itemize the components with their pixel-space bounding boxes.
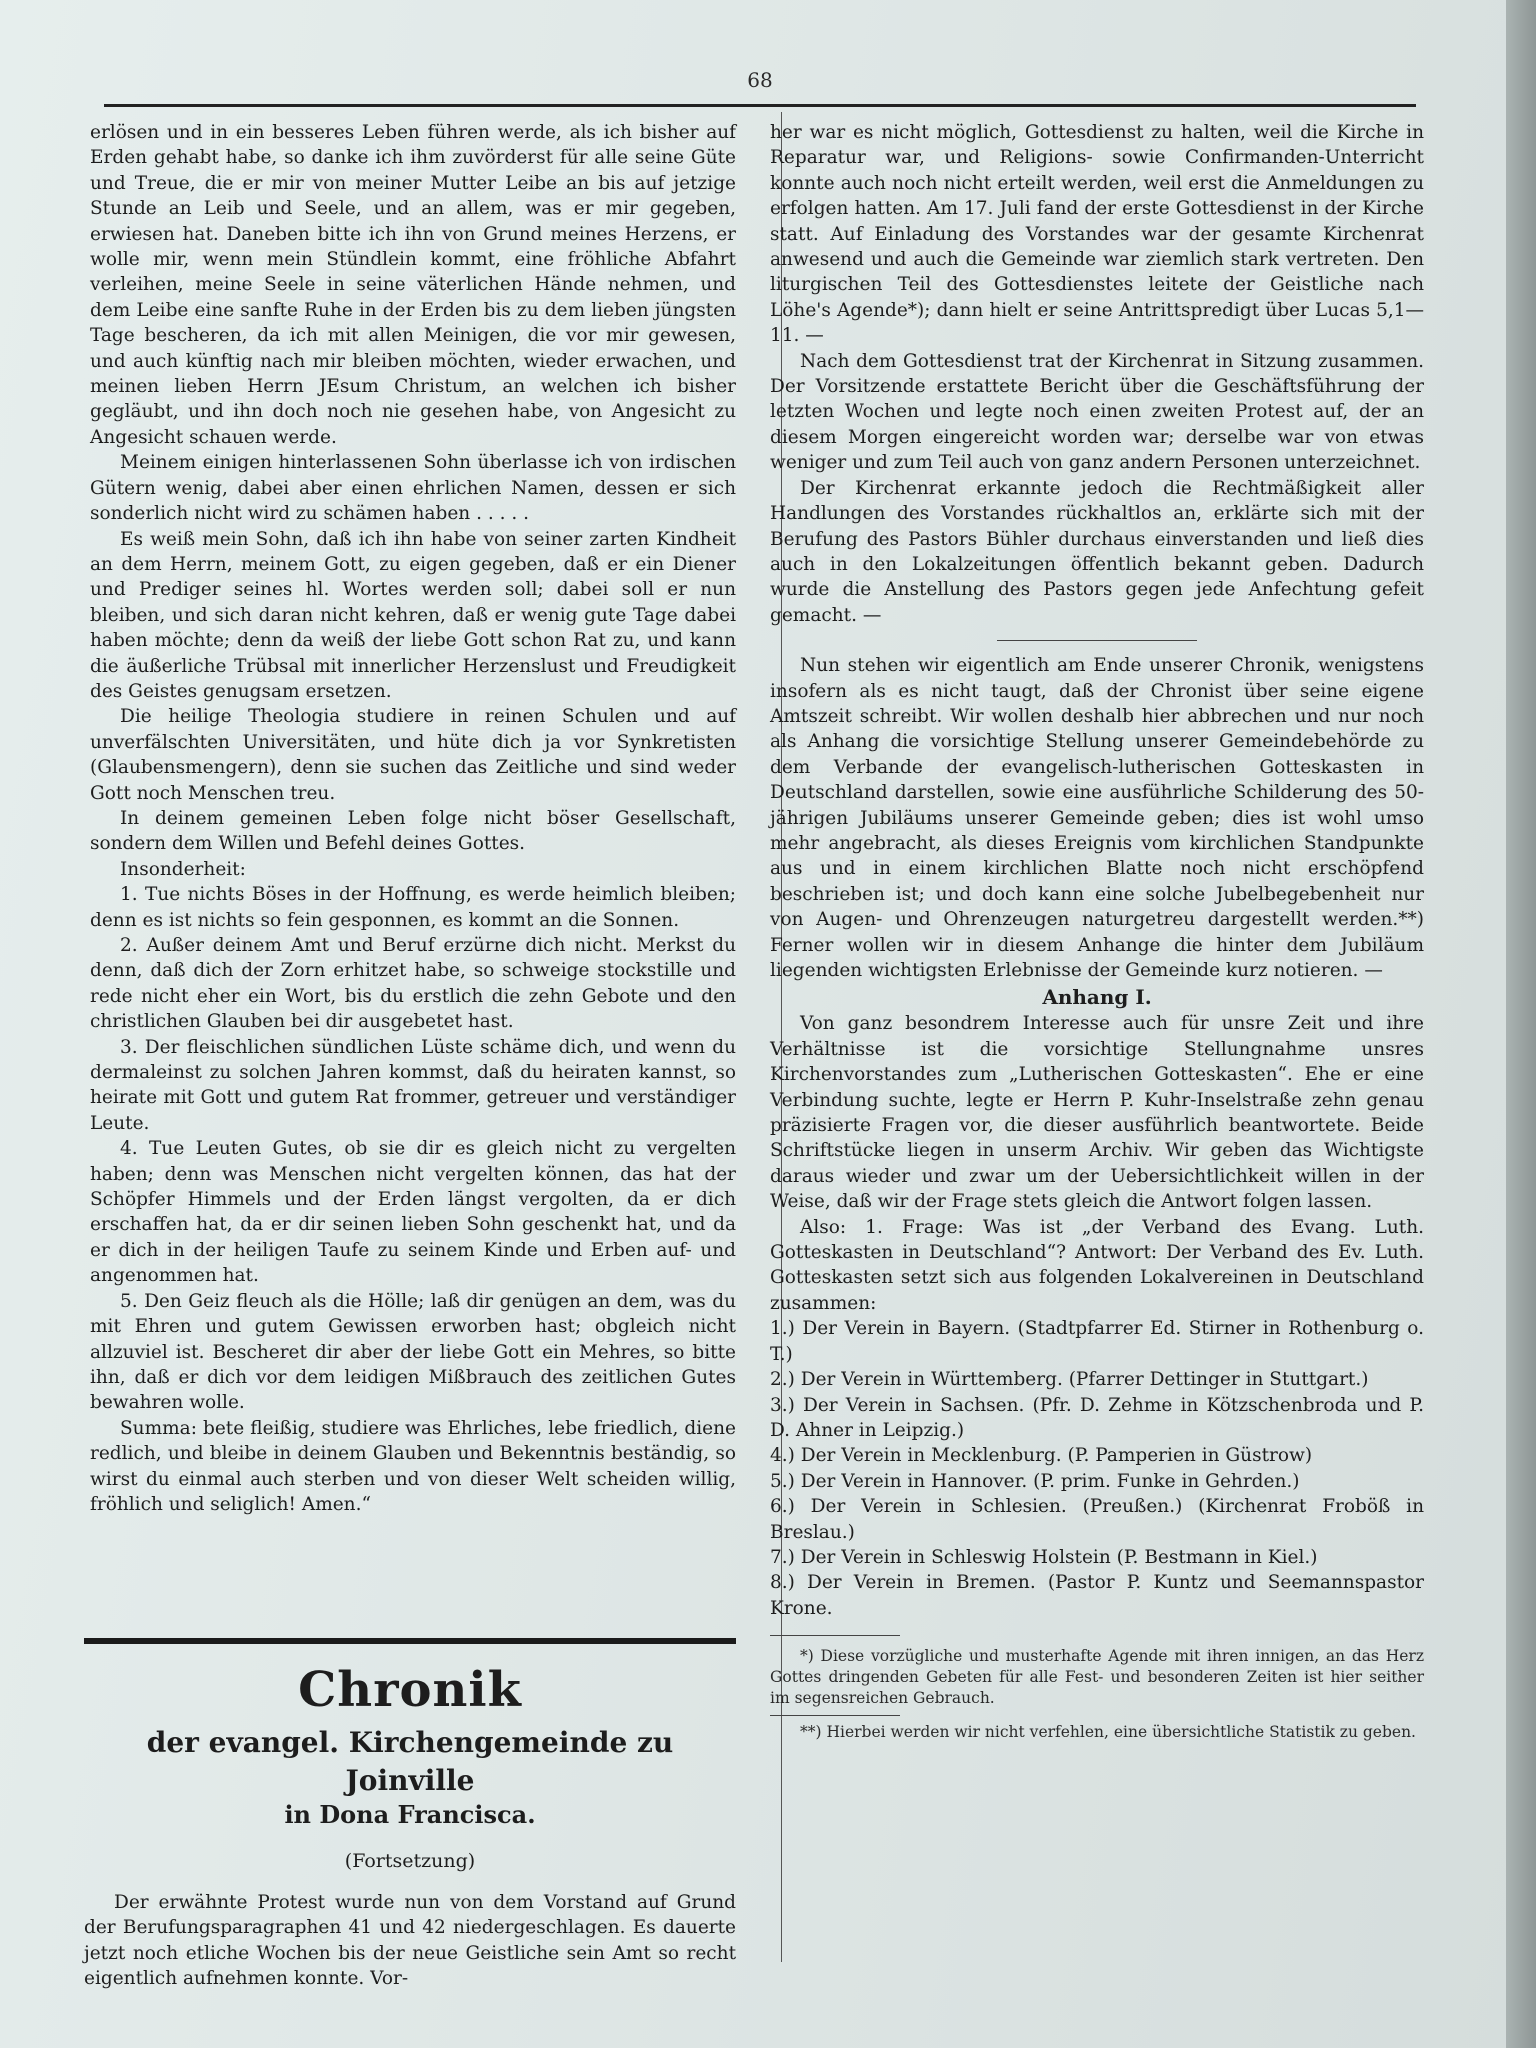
paragraph: 2. Außer deinem Amt und Beruf erzürne dich nicht. Merkst du denn, daß dich der Zorn erhitzet habe, so schweige stockstille und rede nicht eher ein Wort, bis du erstlich die zehn Gebote und den christlichen Glauben bei dir ausgebetet hast.: [90, 935, 736, 1033]
paragraph: erlösen und in ein besseres Leben führen werde, als ich bisher auf Erden gehabt habe, so danke ich ihm zuvörderst für alle seine Güte und Treue, die er mir von meiner Mutter Leibe an bis auf jetzige Stunde an Leib und Seele, und an allem, was er mir gegeben, erwiesen hat. Daneben bitte ich ihn von Grund meines Herzens, er wolle mir, wenn mein Stündlein kommt, eine fröhliche Abfahrt verleihen, meine Seele in seine väterlichen Hände nehmen, und dem Leibe eine sanfte Ruhe in der Erden bis zu dem lieben jüngsten Tage bescheren, da ich mit allen Meinigen, die vor mir gewesen, und auch künftig nach mir bleiben möchten, wieder erwachen, und meinen lieben Herrn JEsum Christum, an welchen ich bisher gegläubt, und ihn doch noch nie gesehen habe, von Angesicht zu Angesicht schauen werde.: [90, 122, 736, 448]
paragraph: Die heilige Theologia studiere in reinen Schulen und auf unverfälschten Universitäten, und hüte dich ja vor Synkretisten (Glaubensmengern), denn sie suchen das Zeitliche und sind weder Gott noch Menschen treu.: [90, 706, 736, 804]
paragraph: Nach dem Gottesdienst trat der Kirchenrat in Sitzung zusammen. Der Vorsitzende erstattete Bericht über die Geschäftsführung der letzten Wochen und legte noch einen zweiten Protest auf, der an diesem Morgen eingereicht worden war; derselbe war von etwas weniger und zum Teil auch von ganz andern Personen unterzeichnet.: [770, 350, 1424, 474]
paragraph: 3. Der fleischlichen sündlichen Lüste schäme dich, und wenn du dermaleinst zu solchen Jahren kommst, daß du heiraten kannst, so heirate mit Gott und gutem Rat frommer, getreuer und verständiger Leute.: [90, 1036, 736, 1134]
list-item: 7.) Der Verein in Schleswig Holstein (P. Bestmann in Kiel.): [770, 1546, 1318, 1568]
footnote: **) Hierbei werden wir nicht verfehlen, eine übersichtliche Statistik zu geben.: [800, 1723, 1416, 1742]
page-number: 68: [747, 68, 773, 92]
list-item: 4.) Der Verein in Mecklenburg. (P. Pamperien in Güstrow): [770, 1445, 1313, 1467]
list-item: 3.) Der Verein in Sachsen. (Pfr. D. Zehme in Kötzschenbroda und P. D. Ahner in Leipzig.): [770, 1394, 1424, 1441]
paragraph: 1. Tue nichts Böses in der Hoffnung, es werde heimlich bleiben; denn es ist nichts so fein gesponnen, es kommt an die Sonnen.: [90, 884, 736, 931]
chronik-title: Chronik: [298, 1662, 522, 1718]
chronik-subtitle-place: in Dona Francisca.: [284, 1800, 536, 1829]
paragraph: Summa: bete fleißig, studiere was Ehrliches, lebe friedlich, diene redlich, und bleibe in deinem Glauben und Bekenntnis beständig, so wirst du einmal auch sterben und von dieser Welt scheiden willig, fröhlich und seliglich! Amen.“: [90, 1417, 736, 1515]
chronik-subtitle: der evangel. Kirchengemeinde zu Joinville: [146, 1726, 674, 1797]
paragraph: 4. Tue Leuten Gutes, ob sie dir es gleich nicht zu vergelten haben; denn was Menschen nicht vergelten können, das hat der Schöpfer Himmels und der Erden längst vergolten, da er dich erschaffen hat, da er dir seinen lieben Sohn geschenkt hat, und da er dich in der heiligen Taufe zu seinem Kinde und Erben auf- und angenommen hat.: [90, 1138, 736, 1287]
list-item: 2.) Der Verein in Württemberg. (Pfarrer Dettinger in Stuttgart.): [770, 1369, 1369, 1391]
verein-list: [770, 1316, 1424, 1621]
separator-rule: [997, 640, 1197, 641]
left-column: [90, 120, 736, 1517]
paragraph: Der erwähnte Protest wurde nun von dem Vorstand auf Grund der Berufungsparagraphen 41 und 42 niedergeschlagen. Es dauerte jetzt noch etliche Wochen bis der neue Geistliche sein Amt so recht eigentlich aufnehmen konnte. Vor-: [84, 1892, 736, 1990]
section-rule: [84, 1638, 736, 1644]
paragraph: Der Kirchenrat erkannte jedoch die Rechtmäßigkeit aller Handlungen des Vorstandes rückhaltlos an, erklärte sich mit der Berufung des Pastors Bühler durchaus einverstanden und ließ dies auch in den Lokalzeitungen öffentlich bekannt geben. Dadurch wurde die Anstellung des Pastors gegen jede Anfechtung gefeit gemacht. —: [770, 477, 1424, 626]
chronik-body: [84, 1890, 736, 1992]
paragraph: In deinem gemeinen Leben folge nicht böser Gesellschaft, sondern dem Willen und Befehl deines Gottes.: [90, 807, 736, 855]
paragraph: Meinem einigen hinterlassenen Sohn überlasse ich von irdischen Gütern wenig, dabei aber einen ehrlichen Namen, dessen er sich sonderlich nicht wird zu schämen haben . . . . .: [90, 452, 736, 525]
continuation-label: (Fortsetzung): [344, 1850, 476, 1872]
paragraph: Also: 1. Frage: Was ist „der Verband des Evang. Luth. Gotteskasten in Deutschland“? Antwort: Der Verband des Ev. Luth. Gotteskasten setzt sich aus folgenden Lokalvereinen in Deutschland zusammen:: [770, 1216, 1424, 1314]
paragraph: her war es nicht möglich, Gottesdienst zu halten, weil die Kirche in Reparatur war, und Religions- sowie Confirmanden-Unterricht konnte auch noch nicht erteilt werden, weil erst die Anmeldungen zu erfolgen hatten. Am 17. Juli fand der erste Gottesdienst in der Kirche statt. Auf Einladung des Vorstandes war der gesamte Kirchenrat anwesend und auch die Gemeinde war ziemlich stark vertreten. Den liturgischen Teil des Gottesdienstes leitete der Geistliche nach Löhe's Agende*); dann hielt er seine Antrittspredigt über Lucas 5,1—11. —: [770, 122, 1424, 347]
footnotes: [770, 1646, 1424, 1743]
header-rule: [104, 104, 1416, 107]
right-column: [770, 120, 1424, 1743]
paragraph: 5. Den Geiz fleuch als die Hölle; laß dir genügen an dem, was du mit Ehren und gutem Gewissen erworben hast; obgleich nicht allzuviel ist. Bescheret dir aber der liebe Gott ein Mehres, so bitte ihn, daß er dich vor dem leidigen Mißbrauch des zeitlichen Gutes bewahren wolle.: [90, 1290, 736, 1414]
list-item: 1.) Der Verein in Bayern. (Stadtpfarrer Ed. Stirner in Rothenburg o. T.): [770, 1318, 1424, 1365]
list-item: 6.) Der Verein in Schlesien. (Preußen.) (Kirchenrat Froböß in Breslau.): [770, 1496, 1424, 1543]
footnote-rule: [770, 1635, 900, 1636]
paragraph: Insonderheit:: [120, 858, 246, 880]
footnote: *) Diese vorzügliche und musterhafte Agende mit ihren innigen, an das Herz Gottes dringenden Gebeten für alle Fest- und besonderen Zeiten ist hier seither im segensreichen Gebrauch.: [770, 1647, 1424, 1708]
paragraph: Es weiß mein Sohn, daß ich ihn habe von seiner zarten Kindheit an dem Herrn, meinem Gott, zu eigen gegeben, daß er ein Diener und Prediger seines hl. Wortes werden soll; dabei soll er nun bleiben, und sich daran nicht kehren, daß er wenig gute Tage dabei haben möchte; denn da weiß der liebe Gott schon Rat zu, und kann die äußerliche Trübsal mit innerlicher Herzenslust und Freudigkeit des Geistes genugsam ersetzen.: [90, 528, 736, 702]
list-item: 5.) Der Verein in Hannover. (P. prim. Funke in Gehrden.): [770, 1470, 1300, 1492]
anhang-heading: Anhang I.: [1042, 985, 1152, 1010]
footnote-rule: [770, 1715, 900, 1716]
paragraph: Nun stehen wir eigentlich am Ende unserer Chronik, wenigstens insofern als es nicht taugt, daß der Chronist über seine eigene Amtszeit schreibt. Wir wollen deshalb hier abbrechen und nur noch als Anhang die vorsichtige Stellung unserer Gemeindebehörde zu dem Verbande der evangelisch-lutherischen Gotteskasten in Deutschland darstellen, sowie eine ausführliche Schilderung des 50-jährigen Jubiläums unserer Gemeinde geben; dies ist wohl umso mehr angebracht, als dieses Ereignis vom kirchlichen Standpunkte aus und in einem kirchlichen Blatte noch nicht erschöpfend beschrieben ist; und doch kann eine solche Jubelbegebenheit nur von Augen- und Ohrenzeugen naturgetreu dargestellt werden.**) Ferner wollen wir in diesem Anhange die hinter dem Jubiläum liegenden wichtigsten Erlebnisse der Gemeinde kurz notieren. —: [770, 655, 1424, 981]
list-item: 8.) Der Verein in Bremen. (Pastor P. Kuntz und Seemannspastor Krone.: [770, 1572, 1424, 1619]
chronik-section: [84, 1638, 736, 1992]
page-edge-shadow: [1506, 0, 1536, 2048]
paragraph: Von ganz besondrem Interesse auch für unsre Zeit und ihre Verhältnisse ist die vorsichtige Stellungnahme unsres Kirchenvorstandes zum „Lutherischen Gotteskasten“. Ehe er eine Verbindung suchte, legte er Herrn P. Kuhr-Inselstraße zehn genau präzisierte Fragen vor, die dieser ausführlich beantwortete. Beide Schriftstücke liegen in unserm Archiv. Wir geben das Wichtigste daraus wieder und zwar um der Uebersichtlichkeit willen in der Weise, daß wir der Frage stets gleich die Antwort folgen lassen.: [770, 1013, 1424, 1213]
